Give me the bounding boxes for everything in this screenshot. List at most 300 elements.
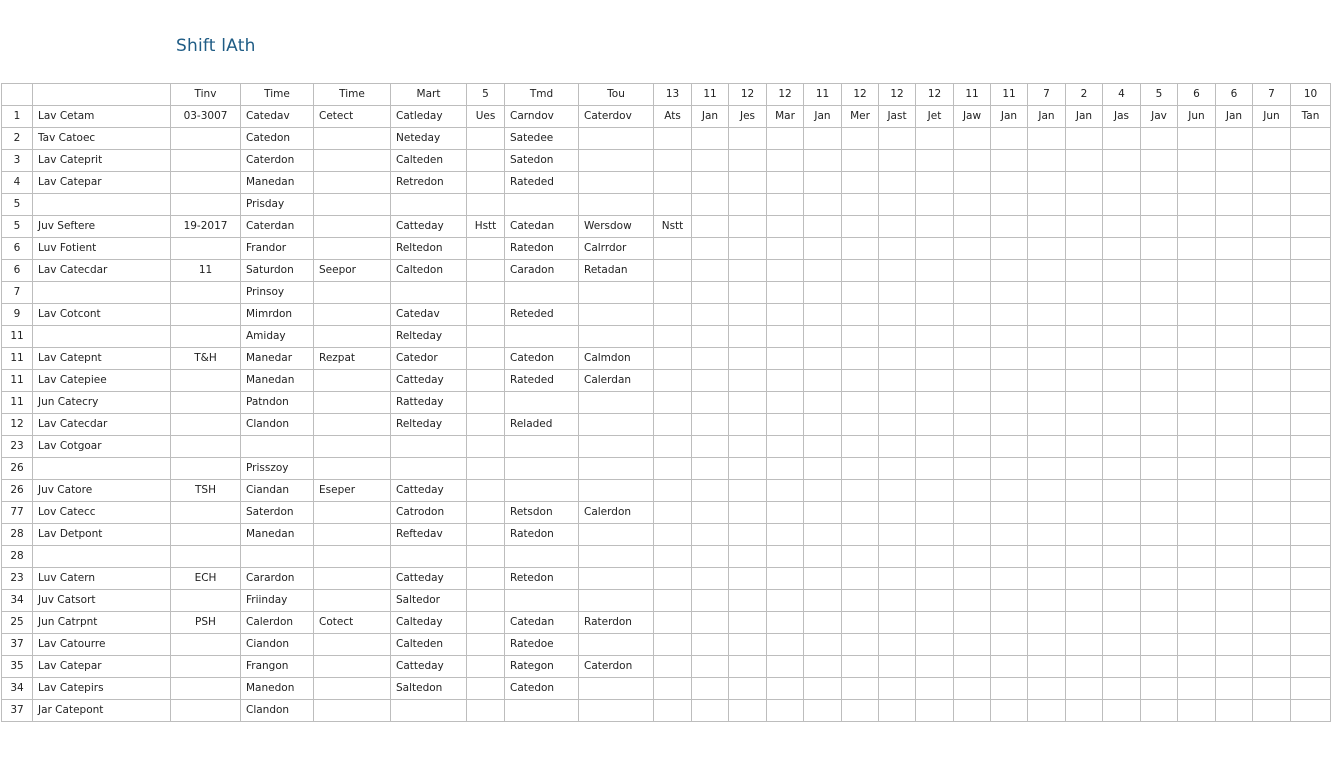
- table-cell[interactable]: [314, 304, 391, 326]
- table-cell[interactable]: [1216, 612, 1253, 634]
- table-cell[interactable]: [1066, 304, 1103, 326]
- table-cell[interactable]: [729, 370, 767, 392]
- table-cell[interactable]: [467, 194, 505, 216]
- table-cell[interactable]: [171, 502, 241, 524]
- table-cell[interactable]: [804, 194, 842, 216]
- table-cell[interactable]: [1178, 128, 1216, 150]
- name-cell[interactable]: Juv Catore: [33, 480, 171, 502]
- table-cell[interactable]: [171, 678, 241, 700]
- table-cell[interactable]: [1066, 524, 1103, 546]
- table-cell[interactable]: [171, 458, 241, 480]
- name-cell[interactable]: Lav Catecdar: [33, 414, 171, 436]
- table-cell[interactable]: Mimrdon: [241, 304, 314, 326]
- table-cell[interactable]: [1103, 172, 1141, 194]
- table-cell[interactable]: [954, 634, 991, 656]
- table-cell[interactable]: [391, 700, 467, 722]
- table-cell[interactable]: [579, 304, 654, 326]
- table-cell[interactable]: [729, 458, 767, 480]
- table-cell[interactable]: [804, 392, 842, 414]
- table-cell[interactable]: [1141, 216, 1178, 238]
- table-cell[interactable]: [579, 700, 654, 722]
- name-cell[interactable]: [33, 194, 171, 216]
- table-cell[interactable]: [916, 612, 954, 634]
- table-cell[interactable]: Jan: [1216, 106, 1253, 128]
- name-cell[interactable]: Lav Catepirs: [33, 678, 171, 700]
- table-cell[interactable]: [1178, 150, 1216, 172]
- table-cell[interactable]: Jun: [1178, 106, 1216, 128]
- table-cell[interactable]: [1216, 656, 1253, 678]
- table-cell[interactable]: Hstt: [467, 216, 505, 238]
- table-cell[interactable]: [1103, 656, 1141, 678]
- table-cell[interactable]: [729, 568, 767, 590]
- table-cell[interactable]: [879, 480, 916, 502]
- table-cell[interactable]: Saltedon: [391, 678, 467, 700]
- table-cell[interactable]: ECH: [171, 568, 241, 590]
- table-cell[interactable]: Calteday: [391, 612, 467, 634]
- table-cell[interactable]: Relteday: [391, 414, 467, 436]
- table-cell[interactable]: [804, 436, 842, 458]
- table-cell[interactable]: [1178, 348, 1216, 370]
- table-cell[interactable]: [654, 458, 692, 480]
- name-cell[interactable]: Jun Catrpnt: [33, 612, 171, 634]
- row-number-cell[interactable]: 6: [2, 260, 33, 282]
- table-cell[interactable]: TSH: [171, 480, 241, 502]
- table-cell[interactable]: [654, 568, 692, 590]
- table-cell[interactable]: [654, 700, 692, 722]
- table-cell[interactable]: [767, 282, 804, 304]
- table-cell[interactable]: [692, 700, 729, 722]
- table-cell[interactable]: [916, 150, 954, 172]
- table-cell[interactable]: [505, 392, 579, 414]
- table-cell[interactable]: [916, 678, 954, 700]
- table-cell[interactable]: [692, 568, 729, 590]
- table-cell[interactable]: [916, 238, 954, 260]
- table-cell[interactable]: [842, 414, 879, 436]
- table-cell[interactable]: Neteday: [391, 128, 467, 150]
- table-cell[interactable]: [505, 436, 579, 458]
- table-cell[interactable]: [692, 216, 729, 238]
- table-cell[interactable]: [1066, 128, 1103, 150]
- table-cell[interactable]: [767, 502, 804, 524]
- table-cell[interactable]: [916, 480, 954, 502]
- table-cell[interactable]: [767, 392, 804, 414]
- table-cell[interactable]: [1066, 216, 1103, 238]
- table-cell[interactable]: [879, 546, 916, 568]
- table-cell[interactable]: [991, 436, 1028, 458]
- table-cell[interactable]: [1216, 150, 1253, 172]
- table-cell[interactable]: Reftedav: [391, 524, 467, 546]
- table-cell[interactable]: [916, 590, 954, 612]
- row-number-cell[interactable]: 5: [2, 216, 33, 238]
- table-cell[interactable]: [692, 194, 729, 216]
- table-cell[interactable]: [692, 172, 729, 194]
- table-cell[interactable]: [1066, 612, 1103, 634]
- table-cell[interactable]: [1291, 348, 1331, 370]
- table-cell[interactable]: Prisszoy: [241, 458, 314, 480]
- table-cell[interactable]: [954, 304, 991, 326]
- table-cell[interactable]: [1291, 590, 1331, 612]
- table-cell[interactable]: [467, 238, 505, 260]
- table-cell[interactable]: [729, 216, 767, 238]
- table-cell[interactable]: [1291, 524, 1331, 546]
- table-cell[interactable]: [879, 348, 916, 370]
- name-cell[interactable]: Jar Catepont: [33, 700, 171, 722]
- table-cell[interactable]: [879, 568, 916, 590]
- table-cell[interactable]: [692, 480, 729, 502]
- table-cell[interactable]: [804, 414, 842, 436]
- table-cell[interactable]: [842, 172, 879, 194]
- table-cell[interactable]: [879, 502, 916, 524]
- table-cell[interactable]: Catteday: [391, 656, 467, 678]
- table-cell[interactable]: [467, 634, 505, 656]
- name-cell[interactable]: Lav Catepar: [33, 172, 171, 194]
- table-cell[interactable]: [879, 656, 916, 678]
- table-cell[interactable]: [954, 568, 991, 590]
- table-cell[interactable]: [1253, 150, 1291, 172]
- table-cell[interactable]: [879, 172, 916, 194]
- table-cell[interactable]: Catedav: [241, 106, 314, 128]
- table-cell[interactable]: [991, 282, 1028, 304]
- table-cell[interactable]: [579, 568, 654, 590]
- name-cell[interactable]: [33, 458, 171, 480]
- table-cell[interactable]: [467, 480, 505, 502]
- table-cell[interactable]: [1103, 128, 1141, 150]
- table-cell[interactable]: [467, 458, 505, 480]
- table-cell[interactable]: [916, 194, 954, 216]
- table-cell[interactable]: [1253, 546, 1291, 568]
- table-cell[interactable]: [1066, 458, 1103, 480]
- row-number-cell[interactable]: 11: [2, 392, 33, 414]
- table-cell[interactable]: [954, 348, 991, 370]
- table-cell[interactable]: [1028, 656, 1066, 678]
- table-cell[interactable]: [729, 414, 767, 436]
- table-cell[interactable]: [767, 524, 804, 546]
- table-cell[interactable]: [171, 414, 241, 436]
- table-cell[interactable]: [579, 414, 654, 436]
- table-cell[interactable]: [1103, 590, 1141, 612]
- table-cell[interactable]: [1178, 656, 1216, 678]
- table-cell[interactable]: [991, 590, 1028, 612]
- table-cell[interactable]: [1066, 634, 1103, 656]
- table-cell[interactable]: [1066, 656, 1103, 678]
- table-cell[interactable]: [467, 128, 505, 150]
- table-cell[interactable]: [692, 546, 729, 568]
- table-cell[interactable]: [1253, 436, 1291, 458]
- table-cell[interactable]: [729, 392, 767, 414]
- table-cell[interactable]: [1253, 656, 1291, 678]
- table-cell[interactable]: [171, 700, 241, 722]
- table-cell[interactable]: [1291, 238, 1331, 260]
- table-cell[interactable]: Nstt: [654, 216, 692, 238]
- table-cell[interactable]: Rategon: [505, 656, 579, 678]
- table-cell[interactable]: [991, 392, 1028, 414]
- table-cell[interactable]: Relteday: [391, 326, 467, 348]
- table-cell[interactable]: [1103, 480, 1141, 502]
- table-cell[interactable]: [1253, 238, 1291, 260]
- table-cell[interactable]: [1253, 282, 1291, 304]
- table-cell[interactable]: [1028, 282, 1066, 304]
- table-cell[interactable]: Mer: [842, 106, 879, 128]
- table-cell[interactable]: [767, 678, 804, 700]
- table-cell[interactable]: [1178, 568, 1216, 590]
- table-cell[interactable]: Catedan: [505, 612, 579, 634]
- table-cell[interactable]: [1216, 546, 1253, 568]
- table-cell[interactable]: Jast: [879, 106, 916, 128]
- table-cell[interactable]: [467, 304, 505, 326]
- table-cell[interactable]: [954, 392, 991, 414]
- table-cell[interactable]: Raterdon: [579, 612, 654, 634]
- table-cell[interactable]: [1141, 348, 1178, 370]
- table-cell[interactable]: [1028, 128, 1066, 150]
- table-cell[interactable]: Calteden: [391, 150, 467, 172]
- table-cell[interactable]: [767, 568, 804, 590]
- table-cell[interactable]: Catedor: [391, 348, 467, 370]
- table-cell[interactable]: [241, 546, 314, 568]
- table-cell[interactable]: [991, 700, 1028, 722]
- table-cell[interactable]: [692, 150, 729, 172]
- table-cell[interactable]: [842, 524, 879, 546]
- table-cell[interactable]: [991, 172, 1028, 194]
- table-cell[interactable]: [1178, 370, 1216, 392]
- table-cell[interactable]: [467, 678, 505, 700]
- table-cell[interactable]: [1291, 282, 1331, 304]
- table-cell[interactable]: [1216, 634, 1253, 656]
- row-number-cell[interactable]: 28: [2, 524, 33, 546]
- table-cell[interactable]: [1028, 590, 1066, 612]
- table-cell[interactable]: 19-2017: [171, 216, 241, 238]
- table-cell[interactable]: [1178, 392, 1216, 414]
- table-cell[interactable]: [1066, 238, 1103, 260]
- table-cell[interactable]: Jes: [729, 106, 767, 128]
- table-cell[interactable]: [1178, 436, 1216, 458]
- name-cell[interactable]: Lav Detpont: [33, 524, 171, 546]
- table-cell[interactable]: [1253, 172, 1291, 194]
- table-cell[interactable]: [842, 370, 879, 392]
- table-cell[interactable]: [579, 194, 654, 216]
- table-cell[interactable]: [1141, 480, 1178, 502]
- row-number-cell[interactable]: 6: [2, 238, 33, 260]
- name-cell[interactable]: Lav Catecdar: [33, 260, 171, 282]
- row-number-cell[interactable]: 23: [2, 568, 33, 590]
- table-cell[interactable]: [767, 238, 804, 260]
- table-cell[interactable]: [954, 414, 991, 436]
- table-cell[interactable]: [804, 590, 842, 612]
- table-cell[interactable]: [729, 634, 767, 656]
- table-cell[interactable]: [1216, 502, 1253, 524]
- table-cell[interactable]: [842, 546, 879, 568]
- table-cell[interactable]: [692, 128, 729, 150]
- table-cell[interactable]: Wersdow: [579, 216, 654, 238]
- table-cell[interactable]: Frangon: [241, 656, 314, 678]
- table-cell[interactable]: [692, 304, 729, 326]
- table-cell[interactable]: [1291, 480, 1331, 502]
- table-cell[interactable]: [842, 634, 879, 656]
- table-cell[interactable]: [879, 436, 916, 458]
- table-cell[interactable]: [1216, 194, 1253, 216]
- table-cell[interactable]: PSH: [171, 612, 241, 634]
- row-number-cell[interactable]: 28: [2, 546, 33, 568]
- table-cell[interactable]: [692, 238, 729, 260]
- table-cell[interactable]: [1141, 150, 1178, 172]
- table-cell[interactable]: [1103, 414, 1141, 436]
- row-number-cell[interactable]: 26: [2, 458, 33, 480]
- table-cell[interactable]: [916, 414, 954, 436]
- name-cell[interactable]: Lav Cateprit: [33, 150, 171, 172]
- table-cell[interactable]: [767, 172, 804, 194]
- table-cell[interactable]: [991, 216, 1028, 238]
- table-cell[interactable]: [879, 304, 916, 326]
- table-cell[interactable]: [1141, 524, 1178, 546]
- table-cell[interactable]: [467, 656, 505, 678]
- table-cell[interactable]: [1141, 172, 1178, 194]
- table-cell[interactable]: [954, 502, 991, 524]
- table-cell[interactable]: [729, 590, 767, 612]
- table-cell[interactable]: [1216, 458, 1253, 480]
- table-cell[interactable]: [916, 700, 954, 722]
- table-cell[interactable]: Calmdon: [579, 348, 654, 370]
- table-cell[interactable]: [1253, 590, 1291, 612]
- table-cell[interactable]: [1103, 634, 1141, 656]
- table-cell[interactable]: [842, 502, 879, 524]
- table-cell[interactable]: [692, 326, 729, 348]
- table-cell[interactable]: [1253, 502, 1291, 524]
- table-cell[interactable]: [1066, 260, 1103, 282]
- table-cell[interactable]: Catedon: [241, 128, 314, 150]
- table-cell[interactable]: [467, 326, 505, 348]
- table-cell[interactable]: [842, 216, 879, 238]
- table-cell[interactable]: [692, 590, 729, 612]
- table-cell[interactable]: [314, 392, 391, 414]
- table-cell[interactable]: [842, 326, 879, 348]
- table-cell[interactable]: [1103, 458, 1141, 480]
- table-cell[interactable]: [1141, 436, 1178, 458]
- table-cell[interactable]: [729, 678, 767, 700]
- table-cell[interactable]: Retedon: [505, 568, 579, 590]
- table-cell[interactable]: [954, 612, 991, 634]
- table-cell[interactable]: Rateded: [505, 172, 579, 194]
- table-cell[interactable]: [1066, 700, 1103, 722]
- table-cell[interactable]: [171, 304, 241, 326]
- table-cell[interactable]: [954, 524, 991, 546]
- table-cell[interactable]: Ciandon: [241, 634, 314, 656]
- table-cell[interactable]: [1028, 634, 1066, 656]
- table-cell[interactable]: [1028, 414, 1066, 436]
- table-cell[interactable]: [1141, 678, 1178, 700]
- table-cell[interactable]: [467, 546, 505, 568]
- table-cell[interactable]: [879, 260, 916, 282]
- table-cell[interactable]: [1216, 282, 1253, 304]
- table-cell[interactable]: [767, 436, 804, 458]
- table-cell[interactable]: Manedar: [241, 348, 314, 370]
- name-cell[interactable]: Jun Catecry: [33, 392, 171, 414]
- table-cell[interactable]: [767, 480, 804, 502]
- table-cell[interactable]: [1291, 194, 1331, 216]
- table-cell[interactable]: [729, 524, 767, 546]
- table-cell[interactable]: [654, 502, 692, 524]
- table-cell[interactable]: [1291, 150, 1331, 172]
- table-cell[interactable]: [1103, 678, 1141, 700]
- table-cell[interactable]: [1066, 370, 1103, 392]
- table-cell[interactable]: [804, 150, 842, 172]
- table-cell[interactable]: [1216, 304, 1253, 326]
- table-cell[interactable]: [1103, 568, 1141, 590]
- table-cell[interactable]: [692, 260, 729, 282]
- table-cell[interactable]: Ciandan: [241, 480, 314, 502]
- table-cell[interactable]: [654, 524, 692, 546]
- table-cell[interactable]: [1141, 282, 1178, 304]
- table-cell[interactable]: [1216, 568, 1253, 590]
- table-cell[interactable]: [729, 150, 767, 172]
- table-cell[interactable]: [729, 172, 767, 194]
- table-cell[interactable]: [692, 656, 729, 678]
- table-cell[interactable]: [1216, 370, 1253, 392]
- table-cell[interactable]: [954, 326, 991, 348]
- table-cell[interactable]: [954, 194, 991, 216]
- table-cell[interactable]: [1103, 260, 1141, 282]
- table-cell[interactable]: Cetect: [314, 106, 391, 128]
- table-cell[interactable]: [729, 326, 767, 348]
- table-cell[interactable]: Patndon: [241, 392, 314, 414]
- table-cell[interactable]: [692, 502, 729, 524]
- table-cell[interactable]: [1141, 370, 1178, 392]
- table-cell[interactable]: [467, 700, 505, 722]
- table-cell[interactable]: [1028, 370, 1066, 392]
- table-cell[interactable]: [954, 172, 991, 194]
- table-cell[interactable]: Ratteday: [391, 392, 467, 414]
- table-cell[interactable]: [1216, 260, 1253, 282]
- table-cell[interactable]: [1028, 172, 1066, 194]
- table-cell[interactable]: [991, 502, 1028, 524]
- table-cell[interactable]: [804, 546, 842, 568]
- table-cell[interactable]: [842, 436, 879, 458]
- table-cell[interactable]: [916, 260, 954, 282]
- table-cell[interactable]: [1291, 370, 1331, 392]
- table-cell[interactable]: [1028, 150, 1066, 172]
- table-cell[interactable]: [804, 612, 842, 634]
- table-cell[interactable]: [654, 128, 692, 150]
- table-cell[interactable]: [1141, 260, 1178, 282]
- table-cell[interactable]: [1028, 480, 1066, 502]
- table-cell[interactable]: [804, 480, 842, 502]
- table-cell[interactable]: [171, 634, 241, 656]
- table-cell[interactable]: [467, 612, 505, 634]
- table-cell[interactable]: [1103, 502, 1141, 524]
- table-cell[interactable]: [654, 436, 692, 458]
- table-cell[interactable]: [991, 194, 1028, 216]
- table-cell[interactable]: [879, 370, 916, 392]
- table-cell[interactable]: [579, 282, 654, 304]
- table-cell[interactable]: [1216, 524, 1253, 546]
- table-cell[interactable]: [1066, 502, 1103, 524]
- table-cell[interactable]: Carndov: [505, 106, 579, 128]
- table-cell[interactable]: [916, 634, 954, 656]
- table-cell[interactable]: [1216, 436, 1253, 458]
- table-cell[interactable]: [1178, 480, 1216, 502]
- table-cell[interactable]: [314, 656, 391, 678]
- table-cell[interactable]: [767, 326, 804, 348]
- table-cell[interactable]: [954, 238, 991, 260]
- table-cell[interactable]: Catedan: [505, 216, 579, 238]
- table-cell[interactable]: [1066, 150, 1103, 172]
- table-cell[interactable]: [314, 326, 391, 348]
- table-cell[interactable]: [391, 458, 467, 480]
- table-cell[interactable]: [879, 194, 916, 216]
- table-cell[interactable]: [1253, 194, 1291, 216]
- table-cell[interactable]: [991, 524, 1028, 546]
- table-cell[interactable]: Rezpat: [314, 348, 391, 370]
- table-cell[interactable]: [804, 524, 842, 546]
- table-cell[interactable]: Calerdon: [241, 612, 314, 634]
